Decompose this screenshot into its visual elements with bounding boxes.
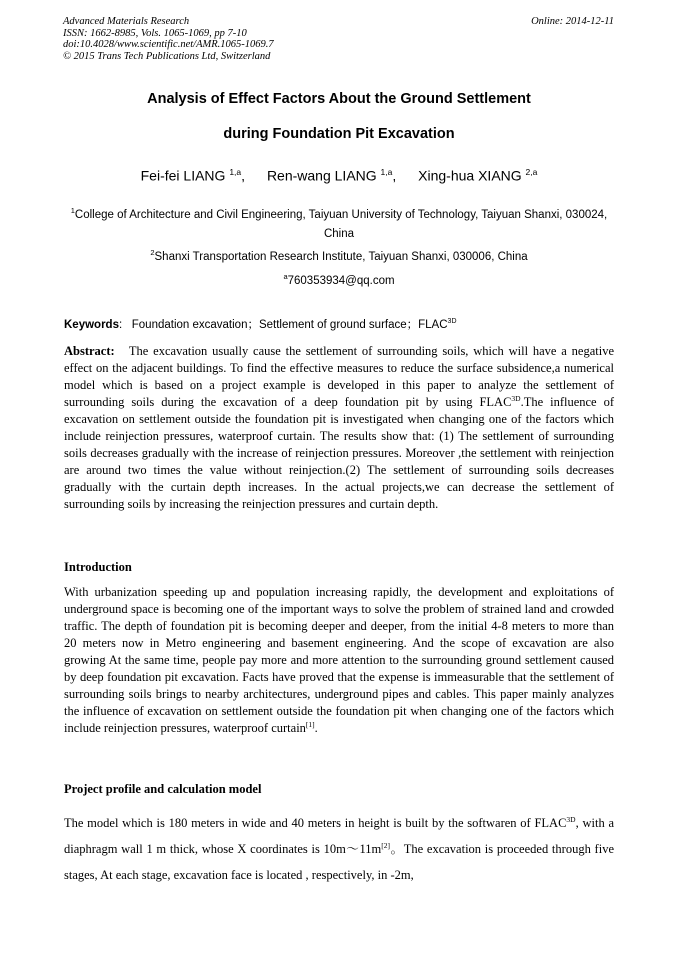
abstract-text-1: The excavation usually cause the settlement of surrounding soils, which will have a negative effect on the adjacent buildings. To find the effective measures to reduce the surface subsidence,a numerical model which is based on a project example is developed in this paper to analyze the settlement of surrounding soils during the excavation of a deep foundation pit by using FLAC — [64, 344, 614, 409]
journal-header — [63, 16, 274, 62]
paper-title-line-1: Analysis of Effect Factors About the Ground Settlement — [147, 91, 531, 107]
author-separator: , — [241, 167, 246, 184]
author-separator: , — [392, 167, 397, 184]
journal-name: Advanced Materials Research — [63, 16, 190, 27]
abstract-superscript: 3D — [511, 393, 521, 403]
online-date: Online: 2014-12-11 — [531, 16, 614, 27]
project-text-2: , with a diaphragm wall 1 m thick, whose X coordinates is 10m～11m — [64, 816, 614, 856]
affiliation-2 — [64, 243, 614, 267]
keywords-text: Foundation excavation；Settlement of ground surface；FLAC — [131, 319, 448, 331]
project-heading: Project profile and calculation model — [64, 782, 262, 796]
citation-ref: [2] — [381, 840, 391, 850]
project-superscript: 3D — [566, 814, 576, 824]
keywords: Keywords: Foundation excavation；Settlement of ground surface；$FLAC^{3D}$ — [64, 318, 457, 331]
project-text-3: 。The excavation is proceeded through five stages, At each stage, excavation face is located , respectively, in -2m, — [64, 842, 614, 882]
email-text: 760353934@qq.com — [287, 274, 395, 287]
abstract-text-2: .The influence of excavation on settlement outside the foundation pit is investigated when changing one of the factors which include reinjection pressures, waterproof curtain. The results show that: (1) The settlement of surrounding soils decreases gradually with the increase of reinjection pressures. Moreover ,the settlement with reinjection are around two times the value without reinjection.(2) The settlement of surrounding soils decreases gradually with the curtain depth increases. In the actual projects,we can decrease the settlement of surrounding soils by increasing the reinjection pressures and curtain depth. — [64, 395, 614, 511]
author-name: Fei-fei LIANG — [140, 167, 226, 184]
abstract — [64, 343, 614, 513]
affiliation-text: College of Architecture and Civil Engineering, Taiyuan University of Technology, Taiyuan Shanxi, 030024, China — [74, 208, 608, 240]
affiliation-mark: 1 — [70, 206, 75, 215]
affiliation-1 — [64, 201, 614, 244]
author-affiliation-mark: 2,a — [525, 167, 538, 177]
author-list — [0, 167, 678, 184]
introduction-heading: Introduction — [64, 560, 132, 574]
project-text-1: The model which is 180 meters in wide and 40 meters in height is built by the softwaren of FLAC — [64, 816, 567, 830]
author-name: Xing-hua XIANG — [418, 167, 522, 184]
abstract-label: Abstract: — [64, 344, 115, 358]
doi-line: doi:10.4028/www.scientific.net/AMR.1065-1069.7 — [63, 39, 274, 50]
author-affiliation-mark: 1,a — [380, 167, 393, 177]
introduction-text: With urbanization speeding up and population increasing rapidly, the development and exploitations of underground space is becoming one of the important ways to solve the problem of strained land and crowded traffic. The depth of foundation pit is becoming deeper and deeper, from the initial 4-8 meters to more than 20 meters now in Metro engineering and basement engineering. And the scope of excavation are also growing At the same time, people pay more and more attention to the surrounding ground settlement caused by deep foundation pit excavation. Facts have proved that the expense is immeasurable that the settlement of surrounding soils brings to nearby architectures, underground pipes and cables. This paper mainly analyzes the influence of excavation on settlement outside the foundation pit when changing one of the factors which include reinjection pressures, waterproof curtain — [64, 585, 614, 735]
citation-ref: [1] — [305, 719, 315, 729]
author-email — [64, 267, 614, 291]
project-body — [64, 810, 614, 888]
introduction-body — [64, 584, 614, 737]
author-affiliation-mark: 1,a — [229, 167, 242, 177]
email-mark: a — [283, 272, 288, 281]
affiliation-mark: 2 — [150, 248, 155, 257]
issn-line: ISSN: 1662-8985, Vols. 1065-1069, pp 7-10 — [63, 27, 247, 39]
keywords-label: Keywords — [64, 319, 119, 331]
keywords-superscript: 3D — [447, 318, 457, 326]
introduction-end: . — [314, 721, 318, 735]
paper-title-line-2: during Foundation Pit Excavation — [223, 126, 455, 142]
copyright-line: © 2015 Trans Tech Publications Ltd, Switzerland — [63, 50, 271, 62]
author-name: Ren-wang LIANG — [266, 167, 377, 184]
affiliation-text: Shanxi Transportation Research Institute, Taiyuan Shanxi, 030006, China — [154, 250, 528, 263]
